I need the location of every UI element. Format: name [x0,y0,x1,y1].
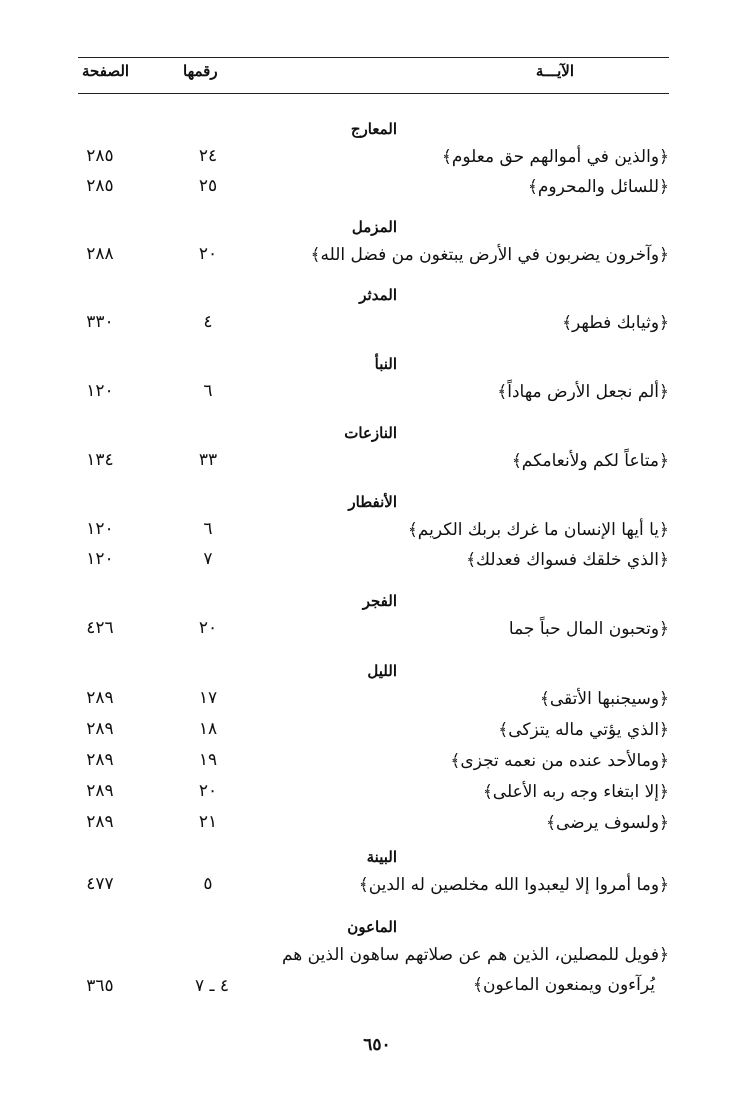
ayah-number: ٧ [203,549,213,569]
ayah-text: ﴿ألم نجعل الأرض مهاداً﴾ [497,382,669,402]
page-number: ١٢٠ [86,381,114,401]
ayah-number: ٢٠ [198,244,218,264]
ayah-number: ٦ [203,519,213,539]
page-number: ٢٨٩ [86,688,114,708]
page-number: ٢٨٨ [86,244,114,264]
page-number: ٤٧٧ [86,874,114,894]
table-row [78,381,669,411]
page-number: ٢٨٥ [86,176,114,196]
header-number: رقمها [183,62,218,80]
page-number: ٢٨٩ [86,719,114,739]
ayah-text: ﴿إلا ابتغاء وجه ربه الأعلى﴾ [482,782,669,802]
ayah-number: ١٩ [198,750,218,770]
ayah-text: ﴿والذين في أموالهم حق معلوم﴾ [441,147,669,167]
ayah-number: ٥ [203,874,213,894]
table-row [78,976,669,1006]
ayah-number: ٢٠ [198,781,218,801]
surah-title: المدثر [359,286,397,304]
surah-title: المعارج [350,120,397,138]
ayah-text: ﴿ولسوف يرضى﴾ [545,813,669,833]
table-row [78,146,669,176]
ayah-text: ﴿وثيابك فطهر﴾ [562,313,669,333]
ayah-number: ١٧ [198,688,218,708]
page-number: ٢٨٩ [86,781,114,801]
table-row [78,781,669,811]
surah-title: الأنفطار [348,493,397,511]
ayah-text: ﴿وما أمروا إلا ليعبدوا الله مخلصين له الدين﴾ [358,875,669,895]
ayah-text: ﴿وسيجنبها الأتقى﴾ [539,689,669,709]
header-rule [78,93,669,94]
ayah-text: ﴿وآخرون يضربون في الأرض يبتغون من فضل الله﴾ [310,245,669,265]
page-number: ١٢٠ [86,549,114,569]
surah-title: المزمل [351,218,397,236]
table-row [78,719,669,749]
header-page: الصفحة [82,62,130,80]
ayah-number: ٤ ـ ٧ [194,976,230,996]
folio-page-number: ٦٥٠ [363,1035,391,1055]
surah-title: الليل [367,662,397,680]
ayah-number: ١٨ [198,719,218,739]
ayah-text: ﴿للسائل والمحروم﴾ [527,177,669,197]
ayah-text: ﴿ومالأحد عنده من نعمه تجزى﴾ [450,751,669,771]
page-number: ٣٦٥ [86,976,114,996]
ayah-number: ٢٠ [198,618,218,638]
page-number: ٢٨٩ [86,812,114,832]
top-rule [78,57,669,58]
ayah-text: ﴿يا أيها الإنسان ما غرك بربك الكريم﴾ [407,520,669,540]
ayah-number: ٢١ [198,812,218,832]
surah-title: الماعون [347,918,397,936]
ayah-number: ٣٣ [198,450,218,470]
ayah-text-line-2: يُرآءون ويمنعون الماعون﴾ [473,975,655,995]
ayah-text: ﴿الذي خلقك فسواك فعدلك﴾ [466,550,669,570]
ayah-text: ﴿وتحبون المال حباً جما [508,619,669,639]
table-row [78,244,669,274]
page-number: ٤٢٦ [86,618,114,638]
table-row [78,688,669,718]
surah-title: الفجر [362,592,397,610]
table-row [78,549,669,579]
page-number: ٣٣٠ [86,312,114,332]
page-number: ٢٨٩ [86,750,114,770]
surah-title: النازعات [344,424,397,442]
table-row [78,176,669,206]
surah-title: البينة [366,848,397,866]
header-ayah: الآيـــة [535,62,574,80]
ayah-number: ٦ [203,381,213,401]
table-row [78,812,669,842]
ayah-number: ٤ [203,312,213,332]
table-row [78,874,669,904]
table-row [78,618,669,648]
page-number: ١٢٠ [86,519,114,539]
ayah-number: ٢٤ [198,146,218,166]
table-row [78,312,669,342]
surah-title: النبأ [374,355,397,373]
ayah-text-line-1: ﴿فويل للمصلين، الذين هم عن صلاتهم ساهون الذين هم [281,945,669,965]
table-row [78,450,669,480]
table-row [78,750,669,780]
ayah-number: ٢٥ [198,176,218,196]
ayah-text: ﴿متاعاً لكم ولأنعامكم﴾ [511,451,669,471]
page-number: ٢٨٥ [86,146,114,166]
table-row [78,519,669,549]
ayah-text: ﴿الذي يؤتي ماله يتزكى﴾ [498,720,669,740]
page-number: ١٣٤ [86,450,114,470]
